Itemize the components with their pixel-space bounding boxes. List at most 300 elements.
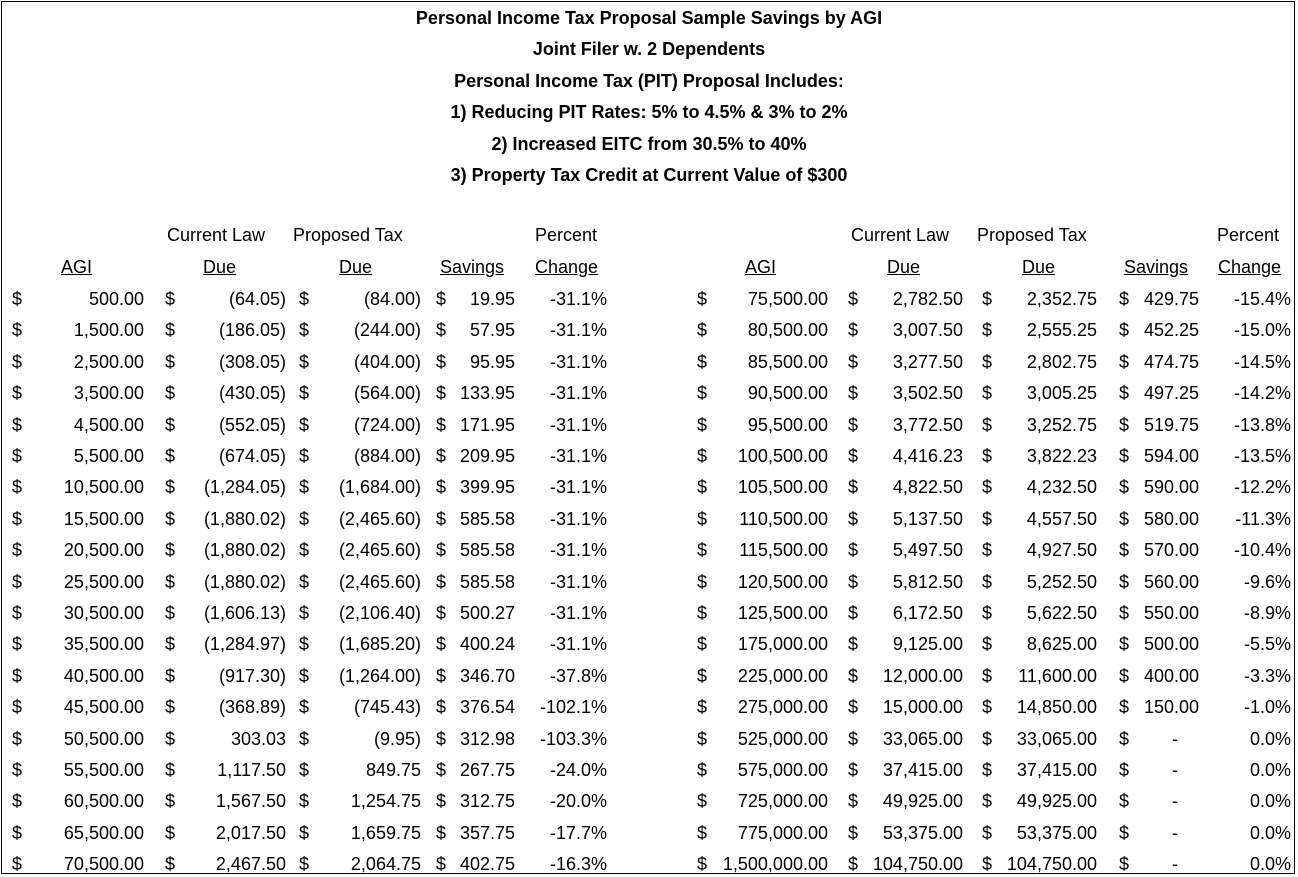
left-row-9-currency-current: $	[165, 571, 176, 592]
right-row-5-current: 4,416.23	[892, 446, 963, 466]
right-row-12-currency-savings: $	[1119, 665, 1130, 686]
left-row-2-currency-savings: $	[436, 351, 447, 372]
left-row-9-savings: 585.58	[459, 571, 515, 592]
right-row-17-currency-savings: $	[1119, 822, 1130, 843]
left-row-5-currency-current: $	[165, 446, 176, 466]
right-row-16-currency-agi: $	[697, 791, 708, 812]
right-row-8-currency-current: $	[848, 540, 859, 561]
right-row-2-change: -14.5%	[1233, 351, 1291, 372]
left-row-16-currency-agi: $	[12, 791, 23, 812]
left-row-15-currency-proposed: $	[299, 760, 310, 780]
right-row-0-currency-current: $	[848, 289, 859, 309]
left-row-1-currency-savings: $	[436, 320, 447, 341]
right-row-9-change: -9.6%	[1243, 571, 1291, 592]
left-row-6-proposed: (1,684.00)	[338, 477, 421, 498]
left-row-1-agi: 1,500.00	[73, 320, 144, 341]
left-row-12-agi: 40,500.00	[63, 665, 144, 686]
right-row-3-savings: 497.25	[1143, 383, 1199, 404]
right-header-change: Change	[1218, 257, 1282, 277]
right-row-9-currency-proposed: $	[982, 571, 993, 592]
left-row-2-change: -31.1%	[549, 351, 607, 372]
right-row-16-proposed: 49,925.00	[1016, 791, 1097, 812]
left-row-2-proposed: (404.00)	[353, 351, 421, 372]
left-row-13-agi: 45,500.00	[63, 697, 144, 718]
right-row-4-change: -13.8%	[1233, 414, 1291, 435]
title-item-1: 1) Reducing PIT Rates: 5% to 4.5% & 3% to 2%	[450, 102, 848, 123]
left-row-12-current: (917.30)	[218, 665, 286, 686]
left-row-11-proposed: (1,685.20)	[338, 634, 421, 655]
right-row-11-agi: 175,000.00	[737, 634, 828, 655]
right-row-8-agi: 115,500.00	[739, 540, 828, 561]
right-row-11-savings: 500.00	[1143, 634, 1199, 655]
right-header-current-law: Current Law	[851, 225, 950, 245]
right-row-6-currency-proposed: $	[982, 477, 993, 498]
right-row-17-proposed: 53,375.00	[1016, 822, 1097, 843]
right-row-9-currency-agi: $	[697, 571, 708, 592]
left-row-7-currency-proposed: $	[299, 508, 310, 529]
left-row-2-currency-agi: $	[12, 351, 23, 372]
left-row-7-current: (1,880.02)	[203, 508, 286, 529]
left-row-5-savings: 209.95	[459, 446, 515, 466]
right-row-6-currency-agi: $	[697, 477, 708, 498]
left-row-15-change: -24.0%	[549, 760, 607, 780]
right-row-8-savings: 570.00	[1143, 540, 1199, 561]
left-row-0-change: -31.1%	[549, 289, 607, 309]
left-row-5-currency-savings: $	[436, 446, 447, 466]
right-row-9-currency-current: $	[848, 571, 859, 592]
right-header-agi: AGI	[745, 257, 777, 277]
left-row-11-currency-current: $	[165, 634, 176, 655]
left-row-3-savings: 133.95	[459, 383, 515, 404]
left-row-7-change: -31.1%	[549, 508, 607, 529]
left-row-2-current: (308.05)	[218, 351, 286, 372]
left-row-11-currency-savings: $	[436, 634, 447, 655]
left-row-12-currency-current: $	[165, 665, 176, 686]
right-row-15-currency-agi: $	[697, 760, 708, 780]
left-row-4-current: (552.05)	[218, 414, 286, 435]
title-item-3: 3) Property Tax Credit at Current Value of $300	[450, 164, 848, 185]
right-row-0-currency-proposed: $	[982, 289, 993, 309]
left-row-15-currency-savings: $	[436, 760, 447, 780]
right-row-10-change: -8.9%	[1243, 603, 1291, 623]
left-row-1-savings: 57.95	[469, 320, 515, 341]
right-row-6-currency-savings: $	[1119, 477, 1130, 498]
right-row-7-change: -11.3%	[1235, 508, 1291, 529]
right-row-6-savings: 590.00	[1143, 477, 1199, 498]
left-row-17-currency-agi: $	[12, 822, 23, 843]
right-row-5-savings: 594.00	[1143, 446, 1199, 466]
left-row-9-current: (1,880.02)	[203, 571, 286, 592]
right-row-18-change: 0.0%	[1249, 854, 1291, 875]
left-row-16-current: 1,567.50	[215, 791, 286, 812]
left-row-16-savings: 312.75	[459, 791, 515, 812]
left-row-15-agi: 55,500.00	[63, 760, 144, 780]
right-row-2-currency-agi: $	[697, 351, 708, 372]
title-includes: Personal Income Tax (PIT) Proposal Includes:	[454, 70, 844, 91]
left-row-4-currency-proposed: $	[299, 414, 310, 435]
right-row-7-currency-proposed: $	[982, 508, 993, 529]
left-row-4-currency-savings: $	[436, 414, 447, 435]
left-row-8-change: -31.1%	[549, 540, 607, 561]
right-row-17-currency-proposed: $	[982, 822, 993, 843]
left-header-current-due: Due	[203, 257, 237, 277]
right-row-1-change: -15.0%	[1233, 320, 1291, 341]
right-header-percent: Percent	[1217, 225, 1280, 245]
left-row-18-proposed: 2,064.75	[350, 854, 421, 875]
right-row-13-agi: 275,000.00	[737, 697, 828, 718]
left-row-18-savings: 402.75	[459, 854, 515, 875]
right-row-3-agi: 90,500.00	[747, 383, 828, 404]
right-row-0-current: 2,782.50	[892, 289, 963, 309]
left-row-7-agi: 15,500.00	[63, 508, 144, 529]
left-row-18-currency-proposed: $	[299, 854, 310, 875]
right-row-13-currency-proposed: $	[982, 697, 993, 718]
right-row-9-current: 5,812.50	[892, 571, 963, 592]
right-row-4-current: 3,772.50	[892, 414, 963, 435]
right-row-11-change: -5.5%	[1243, 634, 1291, 655]
left-header-proposed-due: Due	[339, 257, 373, 277]
left-row-15-proposed: 849.75	[365, 760, 421, 780]
left-row-6-change: -31.1%	[549, 477, 607, 498]
left-row-7-savings: 585.58	[459, 508, 515, 529]
left-row-3-currency-savings: $	[436, 383, 447, 404]
right-row-14-currency-savings: $	[1119, 728, 1130, 749]
right-row-13-currency-current: $	[848, 697, 859, 718]
left-row-7-proposed: (2,465.60)	[338, 508, 421, 529]
left-row-6-currency-current: $	[165, 477, 176, 498]
right-row-9-agi: 120,500.00	[737, 571, 828, 592]
left-row-18-agi: 70,500.00	[63, 854, 144, 875]
left-row-12-currency-proposed: $	[299, 665, 310, 686]
left-row-18-currency-agi: $	[12, 854, 23, 875]
left-row-14-current: 303.03	[230, 728, 286, 749]
right-row-10-currency-proposed: $	[982, 603, 993, 623]
left-row-10-currency-savings: $	[436, 603, 447, 623]
left-row-1-current: (186.05)	[218, 320, 286, 341]
right-row-7-savings: 580.00	[1143, 508, 1199, 529]
right-row-9-proposed: 5,252.50	[1026, 571, 1097, 592]
left-row-6-savings: 399.95	[459, 477, 515, 498]
left-row-10-proposed: (2,106.40)	[338, 603, 421, 623]
left-row-13-change: -102.1%	[539, 697, 607, 718]
left-row-7-currency-agi: $	[12, 508, 23, 529]
left-row-1-change: -31.1%	[549, 320, 607, 341]
right-row-16-currency-savings: $	[1119, 791, 1130, 812]
left-row-0-currency-agi: $	[12, 289, 23, 309]
right-row-6-change: -12.2%	[1233, 477, 1291, 498]
left-row-17-currency-current: $	[165, 822, 176, 843]
left-header-savings: Savings	[440, 257, 505, 277]
left-row-8-currency-proposed: $	[299, 540, 310, 561]
right-row-4-currency-proposed: $	[982, 414, 993, 435]
left-row-10-currency-proposed: $	[299, 603, 310, 623]
right-row-10-currency-savings: $	[1119, 603, 1130, 623]
left-row-5-current: (674.05)	[218, 446, 286, 466]
left-row-15-savings: 267.75	[459, 760, 515, 780]
right-row-15-current: 37,415.00	[882, 760, 963, 780]
right-row-9-currency-savings: $	[1119, 571, 1130, 592]
right-row-15-currency-proposed: $	[982, 760, 993, 780]
left-row-12-currency-agi: $	[12, 665, 23, 686]
left-row-7-currency-current: $	[165, 508, 176, 529]
left-row-1-proposed: (244.00)	[353, 320, 421, 341]
right-row-16-savings: -	[1172, 791, 1178, 812]
right-row-17-change: 0.0%	[1249, 822, 1291, 843]
right-row-16-change: 0.0%	[1249, 791, 1291, 812]
left-row-16-agi: 60,500.00	[63, 791, 144, 812]
right-row-18-currency-proposed: $	[982, 854, 993, 875]
right-row-10-currency-current: $	[848, 603, 859, 623]
right-row-3-current: 3,502.50	[892, 383, 963, 404]
right-row-13-currency-agi: $	[697, 697, 708, 718]
right-row-14-currency-proposed: $	[982, 728, 993, 749]
right-row-5-currency-current: $	[848, 446, 859, 466]
left-row-17-currency-savings: $	[436, 822, 447, 843]
left-row-3-currency-current: $	[165, 383, 176, 404]
left-row-10-savings: 500.27	[459, 603, 515, 623]
right-row-3-proposed: 3,005.25	[1026, 383, 1097, 404]
left-row-14-currency-agi: $	[12, 728, 23, 749]
right-row-2-currency-proposed: $	[982, 351, 993, 372]
left-row-3-proposed: (564.00)	[353, 383, 421, 404]
title-filer: Joint Filer w. 2 Dependents	[532, 39, 766, 60]
left-row-9-agi: 25,500.00	[63, 571, 144, 592]
left-row-4-change: -31.1%	[549, 414, 607, 435]
left-row-7-currency-savings: $	[436, 508, 447, 529]
left-row-0-currency-proposed: $	[299, 289, 310, 309]
left-row-12-change: -37.8%	[549, 665, 607, 686]
left-row-17-savings: 357.75	[459, 822, 515, 843]
left-row-13-currency-current: $	[165, 697, 176, 718]
right-row-1-savings: 452.25	[1143, 320, 1199, 341]
right-row-7-agi: 110,500.00	[739, 508, 828, 529]
left-row-8-agi: 20,500.00	[63, 540, 144, 561]
right-row-18-proposed: 104,750.00	[1006, 854, 1097, 875]
right-row-14-currency-current: $	[848, 728, 859, 749]
left-row-2-agi: 2,500.00	[73, 351, 144, 372]
left-header-percent: Percent	[535, 225, 598, 245]
right-row-2-current: 3,277.50	[892, 351, 963, 372]
right-row-10-currency-agi: $	[697, 603, 708, 623]
right-row-6-agi: 105,500.00	[737, 477, 828, 498]
right-row-1-currency-proposed: $	[982, 320, 993, 341]
right-row-12-proposed: 11,600.00	[1018, 665, 1097, 686]
right-row-8-proposed: 4,927.50	[1026, 540, 1097, 561]
left-row-0-savings: 19.95	[469, 289, 515, 309]
right-row-3-currency-savings: $	[1119, 383, 1130, 404]
left-row-3-currency-agi: $	[12, 383, 23, 404]
left-row-10-change: -31.1%	[549, 603, 607, 623]
left-row-9-currency-savings: $	[436, 571, 447, 592]
left-row-0-agi: 500.00	[88, 289, 144, 309]
right-row-18-currency-current: $	[848, 854, 859, 875]
right-row-12-currency-agi: $	[697, 665, 708, 686]
right-header-savings: Savings	[1124, 257, 1189, 277]
left-row-17-currency-proposed: $	[299, 822, 310, 843]
right-row-6-currency-current: $	[848, 477, 859, 498]
left-row-15-currency-current: $	[165, 760, 176, 780]
right-row-16-currency-proposed: $	[982, 791, 993, 812]
left-row-4-savings: 171.95	[459, 414, 515, 435]
right-row-14-agi: 525,000.00	[737, 728, 828, 749]
right-row-13-proposed: 14,850.00	[1016, 697, 1097, 718]
right-row-7-current: 5,137.50	[892, 508, 963, 529]
left-row-18-currency-current: $	[165, 854, 176, 875]
left-row-16-currency-savings: $	[436, 791, 447, 812]
left-row-0-current: (64.05)	[228, 289, 286, 309]
right-row-10-proposed: 5,622.50	[1026, 603, 1097, 623]
left-row-2-currency-proposed: $	[299, 351, 310, 372]
left-row-9-currency-proposed: $	[299, 571, 310, 592]
left-row-6-currency-savings: $	[436, 477, 447, 498]
right-row-16-current: 49,925.00	[882, 791, 963, 812]
left-row-4-agi: 4,500.00	[73, 414, 144, 435]
right-row-7-currency-savings: $	[1119, 508, 1130, 529]
right-row-12-currency-current: $	[848, 665, 859, 686]
right-row-7-currency-agi: $	[697, 508, 708, 529]
right-row-13-savings: 150.00	[1143, 697, 1199, 718]
left-row-14-currency-proposed: $	[299, 728, 310, 749]
left-row-0-currency-savings: $	[436, 289, 447, 309]
left-row-3-current: (430.05)	[218, 383, 286, 404]
right-row-0-currency-agi: $	[697, 289, 708, 309]
right-row-6-current: 4,822.50	[892, 477, 963, 498]
left-row-10-currency-agi: $	[12, 603, 23, 623]
left-row-18-current: 2,467.50	[215, 854, 286, 875]
right-row-5-proposed: 3,822.23	[1026, 446, 1097, 466]
left-header-change: Change	[535, 257, 599, 277]
right-row-3-currency-current: $	[848, 383, 859, 404]
left-row-16-currency-current: $	[165, 791, 176, 812]
right-header-proposed-tax: Proposed Tax	[977, 225, 1087, 245]
right-header-proposed-due: Due	[1022, 257, 1056, 277]
left-row-10-currency-current: $	[165, 603, 176, 623]
left-row-13-currency-savings: $	[436, 697, 447, 718]
left-row-11-currency-agi: $	[12, 634, 23, 655]
right-row-6-proposed: 4,232.50	[1026, 477, 1097, 498]
right-row-8-currency-proposed: $	[982, 540, 993, 561]
right-row-16-agi: 725,000.00	[737, 791, 828, 812]
left-row-17-proposed: 1,659.75	[350, 822, 421, 843]
right-row-14-savings: -	[1172, 728, 1178, 749]
right-row-12-agi: 225,000.00	[737, 665, 828, 686]
left-row-4-currency-agi: $	[12, 414, 23, 435]
right-row-1-currency-current: $	[848, 320, 859, 341]
right-row-17-current: 53,375.00	[882, 822, 963, 843]
right-row-5-currency-proposed: $	[982, 446, 993, 466]
right-row-12-change: -3.3%	[1243, 665, 1291, 686]
left-row-1-currency-agi: $	[12, 320, 23, 341]
right-row-4-currency-current: $	[848, 414, 859, 435]
right-row-11-proposed: 8,625.00	[1026, 634, 1097, 655]
right-row-0-change: -15.4%	[1233, 289, 1291, 309]
right-row-2-currency-current: $	[848, 351, 859, 372]
right-row-15-agi: 575,000.00	[737, 760, 828, 780]
right-row-4-savings: 519.75	[1143, 414, 1199, 435]
right-row-7-currency-current: $	[848, 508, 859, 529]
right-row-5-agi: 100,500.00	[737, 446, 828, 466]
left-row-8-proposed: (2,465.60)	[338, 540, 421, 561]
right-row-8-currency-agi: $	[697, 540, 708, 561]
right-row-1-proposed: 2,555.25	[1026, 320, 1097, 341]
left-row-5-change: -31.1%	[549, 446, 607, 466]
left-row-15-currency-agi: $	[12, 760, 23, 780]
left-header-proposed-tax: Proposed Tax	[293, 225, 403, 245]
right-row-11-currency-current: $	[848, 634, 859, 655]
left-row-16-proposed: 1,254.75	[350, 791, 421, 812]
left-row-13-currency-agi: $	[12, 697, 23, 718]
right-row-9-savings: 560.00	[1143, 571, 1199, 592]
left-row-5-proposed: (884.00)	[353, 446, 421, 466]
left-row-8-savings: 585.58	[459, 540, 515, 561]
left-row-14-currency-savings: $	[436, 728, 447, 749]
right-row-8-currency-savings: $	[1119, 540, 1130, 561]
left-row-13-savings: 376.54	[459, 697, 515, 718]
left-row-10-current: (1,606.13)	[203, 603, 286, 623]
left-row-13-current: (368.89)	[218, 697, 286, 718]
left-row-12-currency-savings: $	[436, 665, 447, 686]
right-row-11-currency-agi: $	[697, 634, 708, 655]
left-row-11-change: -31.1%	[549, 634, 607, 655]
left-row-5-currency-proposed: $	[299, 446, 310, 466]
right-row-10-agi: 125,500.00	[737, 603, 828, 623]
right-row-4-currency-savings: $	[1119, 414, 1130, 435]
left-row-12-proposed: (1,264.00)	[338, 665, 421, 686]
right-row-11-currency-proposed: $	[982, 634, 993, 655]
right-row-1-agi: 80,500.00	[747, 320, 828, 341]
right-row-12-savings: 400.00	[1143, 665, 1199, 686]
left-row-3-change: -31.1%	[549, 383, 607, 404]
right-row-0-savings: 429.75	[1143, 289, 1199, 309]
right-row-11-current: 9,125.00	[892, 634, 963, 655]
right-row-18-current: 104,750.00	[872, 854, 963, 875]
left-row-2-currency-current: $	[165, 351, 176, 372]
right-row-2-proposed: 2,802.75	[1026, 351, 1097, 372]
right-row-7-proposed: 4,557.50	[1026, 508, 1097, 529]
right-row-11-currency-savings: $	[1119, 634, 1130, 655]
left-row-9-proposed: (2,465.60)	[338, 571, 421, 592]
right-row-15-currency-savings: $	[1119, 760, 1130, 780]
right-row-3-currency-proposed: $	[982, 383, 993, 404]
left-row-11-current: (1,284.97)	[203, 634, 286, 655]
left-row-9-currency-agi: $	[12, 571, 23, 592]
right-row-4-agi: 95,500.00	[747, 414, 828, 435]
left-row-6-agi: 10,500.00	[63, 477, 144, 498]
left-row-8-current: (1,880.02)	[203, 540, 286, 561]
left-row-17-current: 2,017.50	[215, 822, 286, 843]
left-row-17-agi: 65,500.00	[63, 822, 144, 843]
left-row-5-agi: 5,500.00	[73, 446, 144, 466]
right-row-13-currency-savings: $	[1119, 697, 1130, 718]
right-row-4-proposed: 3,252.75	[1026, 414, 1097, 435]
left-row-1-currency-current: $	[165, 320, 176, 341]
left-header-current-law: Current Law	[167, 225, 266, 245]
right-row-13-current: 15,000.00	[882, 697, 963, 718]
right-row-12-currency-proposed: $	[982, 665, 993, 686]
left-row-16-currency-proposed: $	[299, 791, 310, 812]
right-row-14-change: 0.0%	[1249, 728, 1291, 749]
right-row-4-currency-agi: $	[697, 414, 708, 435]
right-row-14-proposed: 33,065.00	[1016, 728, 1097, 749]
right-row-15-change: 0.0%	[1249, 760, 1291, 780]
left-row-14-currency-current: $	[165, 728, 176, 749]
left-row-18-currency-savings: $	[436, 854, 447, 875]
left-row-8-currency-current: $	[165, 540, 176, 561]
left-row-6-currency-proposed: $	[299, 477, 310, 498]
right-row-12-current: 12,000.00	[882, 665, 963, 686]
right-row-3-change: -14.2%	[1233, 383, 1291, 404]
right-row-18-currency-agi: $	[697, 854, 708, 875]
